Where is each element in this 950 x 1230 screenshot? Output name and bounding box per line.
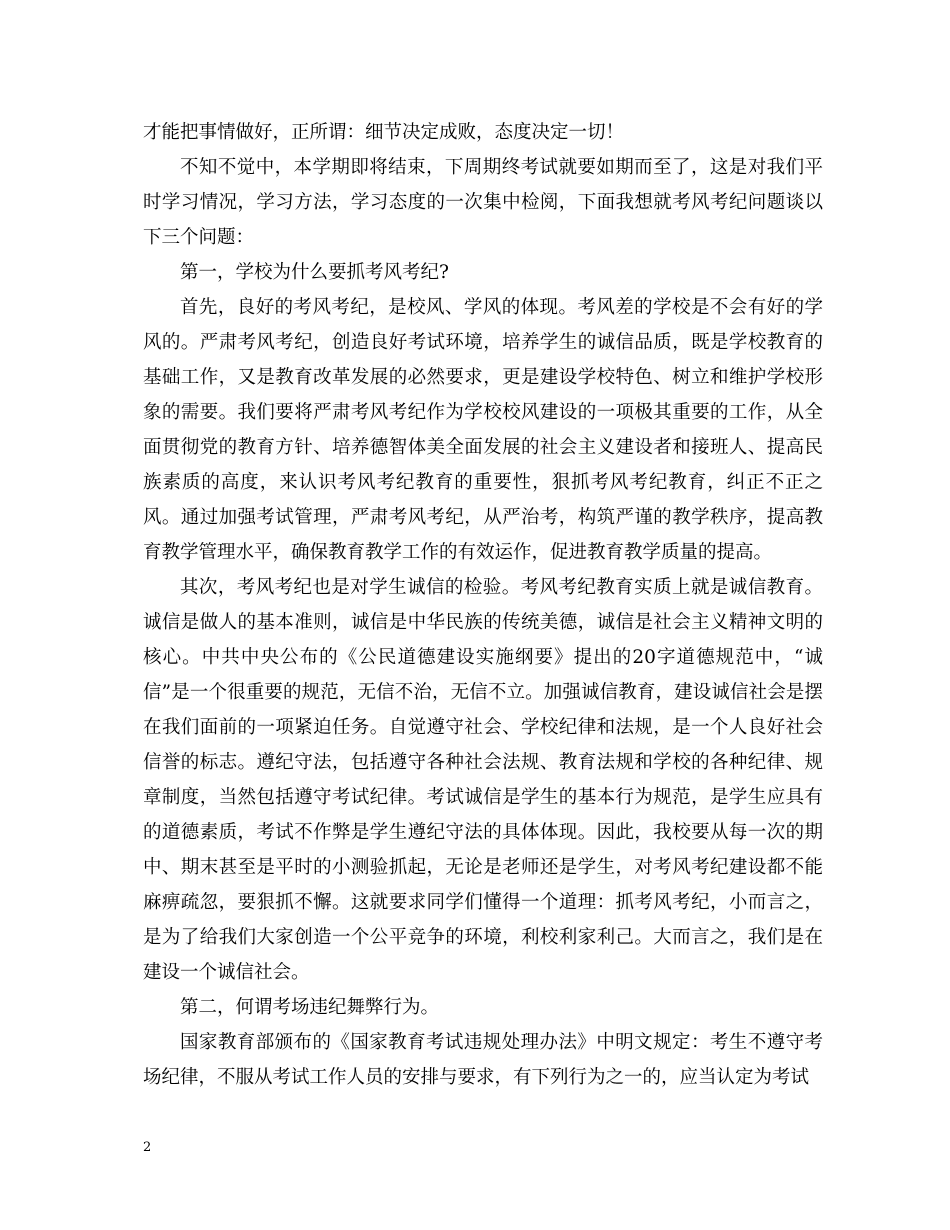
paragraph: 国家教育部颁布的《国家教育考试违规处理办法》中明文规定：考生不遵守考场纪律，不服从考试工作人员的安排与要求，有下列行为之一的，应当认定为考试 (143, 1032, 823, 1088)
section-heading: 第二，何谓考场违纪舞弊行为。 (180, 997, 440, 1018)
body-text (143, 115, 823, 1095)
paragraph: 不知不觉中，本学期即将结束，下周期终考试就要如期而至了，这是对我们平时学习情况，学习方法，学习态度的一次集中检阅，下面我想就考风考纪问题谈以下三个问题： (143, 157, 823, 248)
paragraph: 首先，良好的考风考纪，是校风、学风的体现。考风差的学校是不会有好的学风的。严肃考风考纪，创造良好考试环境，培养学生的诚信品质，既是学校教育的基础工作，又是教育改革发展的必然要求，更是建设学校特色、树立和维护学校形象的需要。我们要将严肃考风考纪作为学校校风建设的一项极其重要的工作，从全面贯彻党的教育方针、培养德智体美全面发展的社会主义建设者和接班人、提高民族素质的高度，来认识考风考纪教育的重要性，狠抓考风考纪教育，纠正不正之风。通过加强考试管理，严肃考风考纪，从严治考，构筑严谨的教学秩序，提高教育教学管理水平，确保教育教学工作的有效运作，促进教育教学质量的提高。 (143, 297, 823, 563)
paragraph: 才能把事情做好，正所谓：细节决定成败，态度决定一切！ (143, 122, 625, 143)
page-number: 2 (143, 1140, 152, 1155)
paragraph: 其次，考风考纪也是对学生诚信的检验。考风考纪教育实质上就是诚信教育。诚信是做人的基本准则，诚信是中华民族的传统美德，诚信是社会主义精神文明的核心。中共中央公布的《公民道德建设实施纲要》提出的20字道德规范中，“诚信”是一个很重要的规范，无信不治，无信不立。加强诚信教育，建设诚信社会是摆在我们面前的一项紧迫任务。自觉遵守社会、学校纪律和法规，是一个人良好社会信誉的标志。遵纪守法，包括遵守各种社会法规、教育法规和学校的各种纪律、规章制度，当然包括遵守考试纪律。考试诚信是学生的基本行为规范，是学生应具有的道德素质，考试不作弊是学生遵纪守法的具体体现。因此，我校要从每一次的期中、期末甚至是平时的小测验抓起，无论是老师还是学生，对考风考纪建设都不能麻痹疏忽，要狠抓不懈。这就要求同学们懂得一个道理：抓考风考纪，小而言之，是为了给我们大家创造一个公平竞争的环境，利校利家利己。大而言之，我们是在建设一个诚信社会。 (143, 577, 823, 983)
section-heading: 第一，学校为什么要抓考风考纪? (180, 262, 449, 283)
